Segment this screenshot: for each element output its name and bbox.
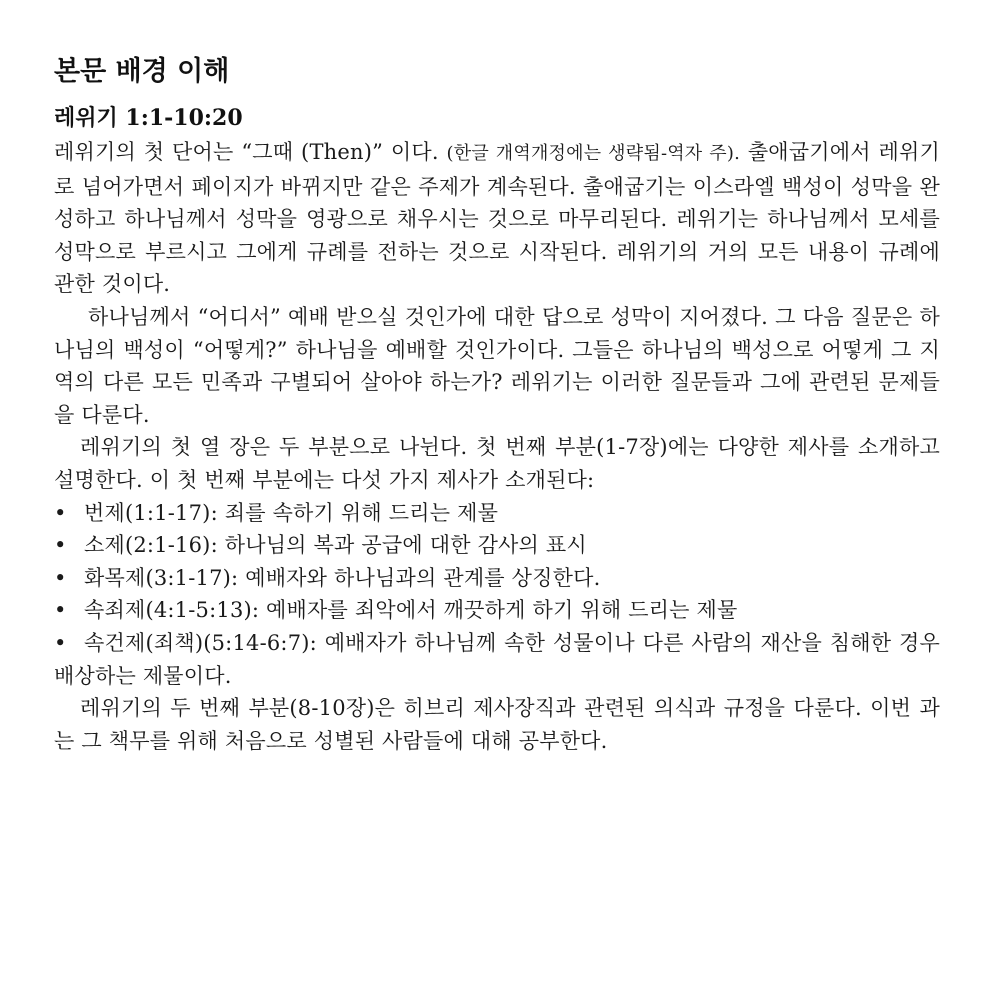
intro-text-b: 출애굽기에서 레위기로 넘어가면서 페이지가 바뀌지만 같은 주제가 계속된다. 출애굽기는 이스라엘 백성이 성막을 완성하고 하나님께서 성막을 영광으로 채우시는 것으로 마무리된다. 레위기는 하나님께서 모세를 성막으로 부르시고 그에게 규례를 전하는 것으로 시작된다. 레위기의 거의 모든 내용이 규례에 관한 것이다. — [54, 140, 940, 297]
list-item — [54, 529, 940, 562]
bullet-icon: • — [54, 500, 67, 525]
paragraph-priesthood: 레위기의 두 번째 부분(8-10장)은 히브리 제사장직과 관련된 의식과 규정을 다룬다. 이번 과는 그 책무를 위해 처음으로 성별된 사람들에 대해 공부한다. — [54, 696, 940, 753]
translator-note: (한글 개역개정에는 생략됨-역자 주). — [446, 143, 740, 164]
list-item — [54, 594, 940, 627]
list-item — [54, 562, 940, 595]
paragraph-structure: 레위기의 첫 열 장은 두 부분으로 나뉜다. 첫 번째 부분(1-7장)에는 다양한 제사를 소개하고 설명한다. 이 첫 번째 부분에는 다섯 가지 제사가 소개된다: — [54, 435, 940, 492]
offerings-list — [54, 497, 940, 693]
bullet-icon: • — [54, 598, 67, 623]
paragraph-worship: 하나님께서 “어디서” 예배 받으실 것인가에 대한 답으로 성막이 지어졌다. 그 다음 질문은 하나님의 백성이 “어떻게?” 하나님을 예배할 것인가이다. 그들은 하나님의 백성으로 어떻게 그 지역의 다른 모든 민족과 구별되어 살아야 하는가? 레위기는 이러한 질문들과 그에 관련된 문제들을 다룬다. — [54, 304, 940, 427]
offering-text: 화목제(3:1-17): 예배자와 하나님과의 관계를 상징한다. — [84, 565, 601, 590]
bullet-icon: • — [54, 565, 67, 590]
list-item — [54, 497, 940, 530]
scripture-reference: 레위기 1:1-10:20 — [54, 105, 243, 131]
bullet-icon: • — [54, 630, 67, 655]
section-heading: 본문 배경 이해 — [54, 56, 230, 87]
bullet-icon: • — [54, 533, 67, 558]
offering-text: 소제(2:1-16): 하나님의 복과 공급에 대한 감사의 표시 — [84, 533, 587, 558]
intro-text-a: 레위기의 첫 단어는 “그때 (Then)” 이다. — [54, 140, 447, 164]
offering-text: 속죄제(4:1-5:13): 예배자를 죄악에서 깨끗하게 하기 위해 드리는 제물 — [84, 598, 738, 623]
offering-text: 속건제(죄책)(5:14-6:7): 예배자가 하나님께 속한 성물이나 다른 사람의 재산을 침해한 경우 배상하는 제물이다. — [54, 630, 940, 688]
list-item — [54, 627, 940, 692]
paragraph-intro — [54, 136, 940, 301]
offering-text: 번제(1:1-17): 죄를 속하기 위해 드리는 제물 — [84, 500, 499, 525]
